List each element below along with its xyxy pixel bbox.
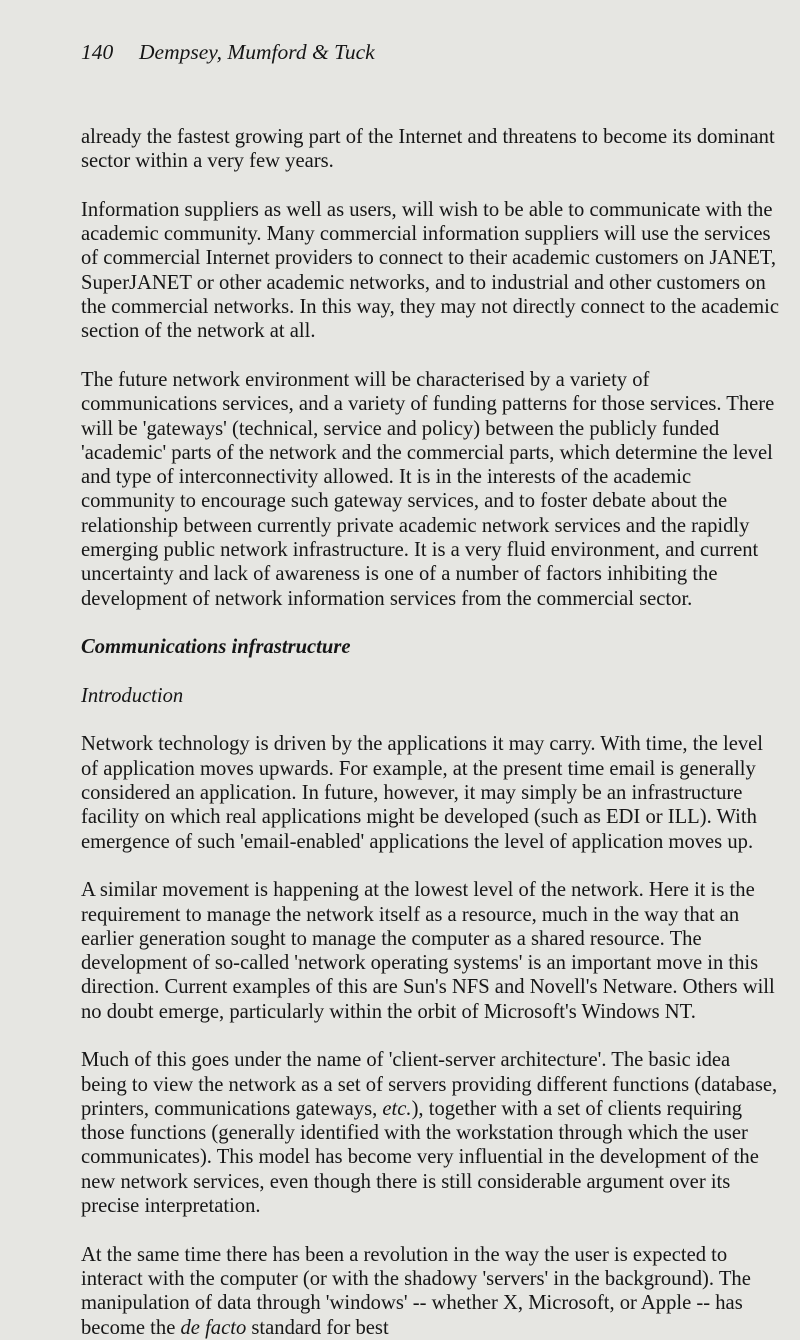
- paragraph-future-network: The future network environment will be characterised by a variety of communications services, and a variety of funding patterns for those services. There will be 'gateways' (technical, service and policy) between the publicly funded 'academic' parts of the network and the commercial parts, which determine the level and type of interconnectivity allowed. It is in the interests of the academic community to encourage such gateway services, and to foster debate about the relationship between currently private academic network services and the rapidly emerging public network infrastructure. It is a very fluid environment, and current uncertainty and lack of awareness is one of a number of factors inhibiting the development of network information services from the commercial sector.: [81, 368, 775, 610]
- paragraph-continuation: already the fastest growing part of the Internet and threatens to become its dominant sector within a very few years.: [81, 126, 775, 173]
- paragraph-client-server-part2: ), together with a set of clients requiring those functions (generally identified with the workstation through which the user communicates). This model has become very influential in the development of the new network services, even though there is still considerable argument over its precise interpretation.: [81, 1097, 759, 1218]
- running-header-authors: Dempsey, Mumford & Tuck: [139, 40, 375, 64]
- paragraph-network-technology: Network technology is driven by the applications it may carry. With time, the level of application moves upwards. For example, at the present time email is generally considered an application. In future, however, it may simply be an infrastructure facility on which real applications might be developed (such as EDI or ILL). With emergence of such 'email-enabled' applications the level of application moves up.: [81, 733, 764, 853]
- paragraph-information-suppliers: Information suppliers as well as users, will wish to be able to communicate with the academic community. Many commercial information suppliers will use the services of commercial Internet providers to connect to their academic customers on JANET, SuperJANET or other academic networks, and to industrial and other customers on the commercial networks. In this way, they may not directly connect to the academic section of the network at all.: [81, 198, 780, 343]
- body-text: [81, 125, 781, 1340]
- paragraph-client-server: [81, 1048, 781, 1218]
- section-heading: Communications infrastructure: [81, 636, 351, 659]
- de-facto-italic: de facto: [180, 1316, 247, 1339]
- page-number: 140: [81, 40, 114, 64]
- etc-italic: etc.: [382, 1097, 412, 1120]
- paragraph-user-interaction-part1: At the same time there has been a revolution in the way the user is expected to interact with the computer (or with the shadowy 'servers' in the background). The manipulation of data through 'windows' -- whether X, Microsoft, or Apple -- has become the: [81, 1243, 751, 1339]
- running-header: [81, 40, 375, 65]
- paragraph-user-interaction: [81, 1243, 781, 1340]
- paragraph-user-interaction-part2: standard for best: [246, 1316, 389, 1339]
- paragraph-client-server-part1: Much of this goes under the name of 'client-server architecture'. The basic idea being to view the network as a set of servers providing different functions (database, printers, communications gateways,: [81, 1049, 778, 1120]
- paragraph-similar-movement: A similar movement is happening at the lowest level of the network. Here it is the requirement to manage the network itself as a resource, much in the way that an earlier generation sought to manage the computer as a shared resource. The development of so-called 'network operating systems' is an important move in this direction. Current examples of this are Sun's NFS and Novell's Netware. Others will no doubt emerge, particularly within the orbit of Microsoft's Windows NT.: [81, 879, 775, 1023]
- subsection-heading: Introduction: [81, 684, 184, 707]
